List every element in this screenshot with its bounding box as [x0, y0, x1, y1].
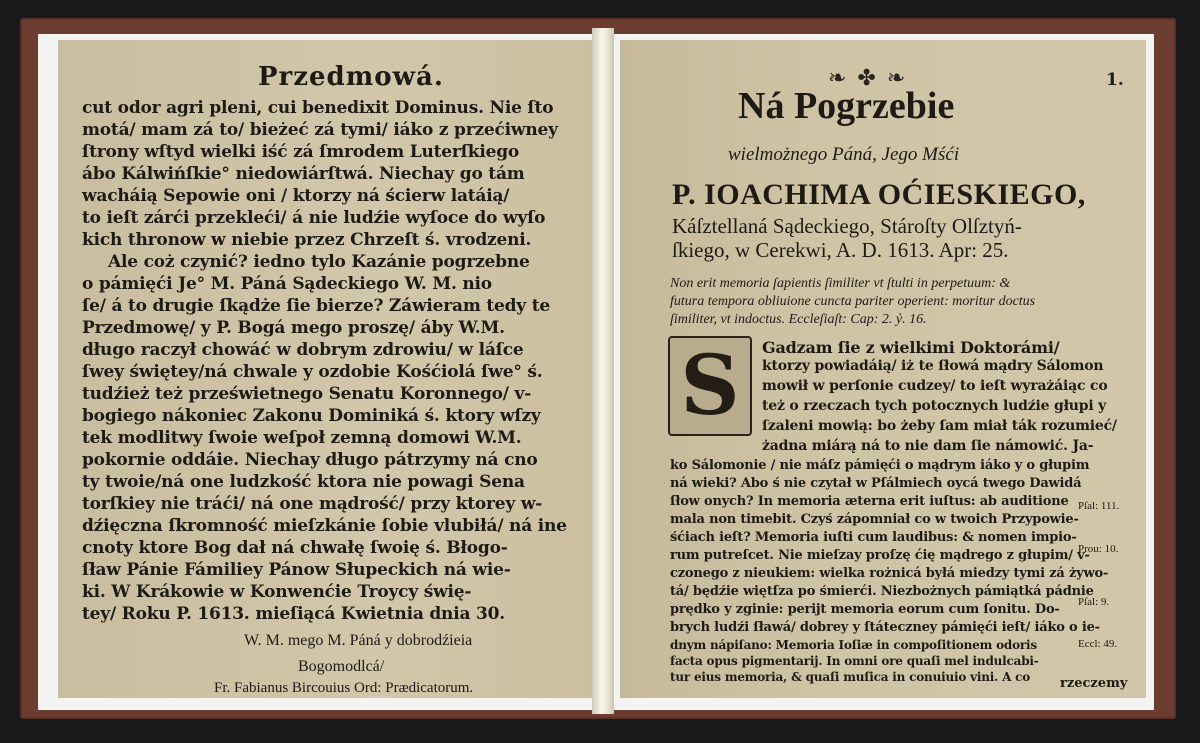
epigraph-line: ſimiliter, vt indoctus. Eccleſiaſt: Cap: 2. ỷ. 16. [670, 312, 927, 327]
body-line: śćiach ieſt? Memoria iuſti cum laudibus: & nomen impio- [670, 530, 1077, 545]
body-line: tur eius memoria, & quaſi muſica in conuiuio vini. A co [670, 670, 1031, 684]
body-line: prędko y zginie: perijt memoria eorum cum ſonitu. Do- [670, 602, 1060, 617]
drop-cap: S [668, 336, 752, 436]
body-line: brych ludźi ſławá/ dobrey y ſtáteczney pámięći ieſt/ iáko o ie- [670, 620, 1100, 635]
closing-author: Fr. Fabianus Bircouius Ord: Prædicatorum. [214, 680, 474, 696]
fleuron-ornament: ❧ ✤ ❧ [828, 66, 908, 91]
text-line: pokornie oddáie. Niechay długo pátrzymy ná cno [82, 450, 538, 470]
text-line: Ale coż czynić? iedno tylo Kazánie pogrzebne [108, 252, 530, 272]
text-line: wacháią Sepowie oni / ktorzy ná ścierw latáią/ [82, 186, 510, 206]
text-line: cut odor agri pleni, cui benedixit Dominus. Nie ſto [82, 98, 554, 118]
body-line: rum putreſcet. Nie mieſzay proſzę ćię mądrego z głupim/ v- [670, 548, 1090, 563]
text-line: tey/ Roku P. 1613. mieſiącá Kwietnia dnia 30. [82, 604, 505, 624]
left-page [58, 40, 592, 698]
text-line: ty twoie/ná one ludzkość ktora nie powagi Sena [82, 472, 525, 492]
text-line: o pámięći Je° M. Páná Sądeckiego W. M. nio [82, 274, 492, 294]
text-line: Przedmowę/ y P. Bogá mego proszę/ áby W.M. [82, 318, 505, 338]
running-head: Przedmowá. [258, 62, 444, 92]
body-line: facta opus pigmentarij. In omni ore quaſi mel indulcabi- [670, 654, 1039, 668]
text-line: motá/ mam zá to/ bieżeć zá tymi/ iáko z przećiwney [82, 120, 558, 140]
text-line: cnoty ktore Bog dał ná chwałę ſwoię ś. Błogo- [82, 538, 508, 558]
body-line: tá/ będźie więtſza po śmierći. Niezbożnych pámiątká pádnie [670, 584, 1094, 599]
text-line: ki. W Krákowie w Konwenćie Troycy świę- [82, 582, 472, 602]
right-page [620, 40, 1146, 698]
body-line: ktorzy powiadáią/ iż te ſłowá mądry Sálomon [762, 358, 1104, 374]
text-line: ſław Pánie Fámiliey Pánow Słupeckich ná wie- [82, 560, 511, 580]
text-line: torſkiey nie tráći/ ná one mądrość/ przy ktorey w- [82, 494, 543, 514]
page-subtitle: wielmożnego Páná, Jego Mśći [728, 144, 960, 165]
page-title: Ná Pogrzebie [738, 85, 955, 127]
folio-number: 1. [1106, 70, 1124, 90]
body-line: ſłow onych? In memoria æterna erit iuſtus: ab auditione [670, 494, 1069, 509]
text-line: ſtrony wſtyd wielki iść zá ſmrodem Luterſkiego [82, 142, 520, 162]
body-line: ná wieki? Abo ś nie czytał w Pſálmiech oycá twego Dawidá [670, 476, 1082, 491]
text-line: ſe/ á to drugie ſkądże ſie bierze? Záwieram tedy te [82, 296, 550, 316]
margin-note: Eccl: 49. [1078, 638, 1118, 650]
catchword: rzeczemy [1060, 676, 1128, 691]
margin-note: Pſal: 9. [1078, 596, 1110, 608]
text-line: ábo Kálwińſkie° niedowiárſtwá. Niechay go tám [82, 164, 525, 184]
office-line: ſkiego, w Cerekwi, A. D. 1613. Apr: 25. [672, 238, 1009, 262]
book-gutter [592, 28, 614, 714]
margin-note: Prou: 10. [1078, 543, 1119, 555]
body-line: czonego z nieukiem: wielka rożnicá byłá miedzy tymi zá żywo- [670, 566, 1109, 581]
text-line: długo raczył chowáć w dobrym zdrowiu/ w láſce [82, 340, 524, 360]
epigraph-line: futura tempora obliuione cuncta pariter operient: moritur doctus [670, 294, 1036, 309]
body-line: też o rzeczach tych potocznych ludźie głupi y [762, 398, 1107, 414]
text-line: ſwey świętey/ná chwale y ozdobie Kośćiolá ſwe° ś. [82, 362, 543, 382]
text-line: kich thronow w niebie przez Chrzeſt ś. vrodzeni. [82, 230, 532, 250]
body-line: dnym nápiſano: Memoria Ioſiæ in compoſitionem odoris [670, 638, 1037, 652]
body-line: Gadzam ſie z wielkimi Doktorámi/ [762, 338, 1060, 357]
body-line: ſzaleni mowią: bo żeby ſam miał ták rozumieć/ [762, 418, 1117, 434]
body-line: mala non timebit. Czyś zápomniał co w twoich Przypowie- [670, 512, 1079, 527]
margin-note: Pſal: 111. [1078, 500, 1120, 512]
text-line: to ieſt zárći przekleći/ á nie ludźie wyſoce do wyſo [82, 208, 546, 228]
office-line: Káſztellaná Sądeckiego, Stároſty Olſztyń- [672, 214, 1022, 238]
honoree-name: P. IOACHIMA OĆIESKIEGO, [672, 178, 1086, 211]
closing-salutation: W. M. mego M. Páná y dobrodźieia [244, 632, 473, 649]
closing-signoff: Bogomodlcá/ [298, 658, 385, 675]
body-line: ko Sálomonie / nie máſz pámięći o mądrym iáko y o głupim [670, 458, 1090, 473]
body-line: mowił w perſonie cudzey/ to ieſt wyrażáiąc co [762, 378, 1108, 394]
epigraph-line: Non erit memoria ſapientis ſimiliter vt ſtulti in perpetuum: & [670, 276, 1011, 291]
text-line: dźięczna ſkromność mieſzkánie ſobie vlubiłá/ ná ine [82, 516, 567, 536]
text-line: bogiego nákoniec Zakonu Dominiká ś. ktory wſzy [82, 406, 541, 426]
text-line: tudźież też prześwietnego Senatu Koronnego/ v- [82, 384, 532, 404]
body-line: żadna miárą ná to nie dam ſie námowić. Ja- [762, 438, 1094, 454]
text-line: tek modlitwy ſwoie weſpoł zemną domowi W.M. [82, 428, 522, 448]
